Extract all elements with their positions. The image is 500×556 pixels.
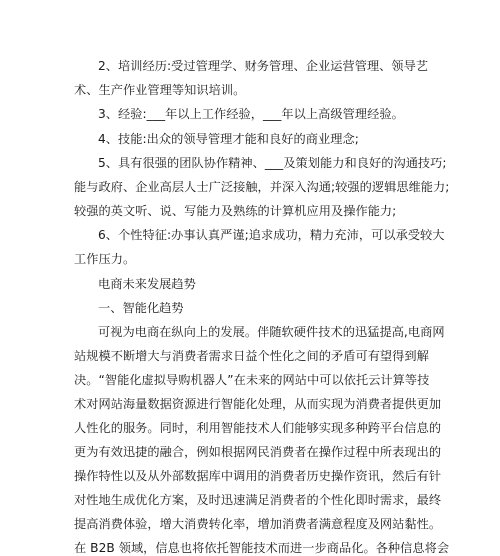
subsection-heading: 一、智能化趋势	[98, 301, 184, 315]
text-line: 人性化的服务。同时，利用智能技术人们能够实现多种跨平台信息的	[74, 421, 442, 435]
text-line: 能与政府、企业高层人士广泛接触，并深入沟通;较强的逻辑思维能力;	[74, 180, 450, 194]
section-heading: 电商未来发展趋势	[98, 277, 196, 291]
text-line: 较强的英文听、说、写能力及熟练的计算机应用及操作能力;	[74, 204, 397, 218]
text-line: 工作压力。	[74, 252, 136, 266]
text-line: 术、生产作业管理等知识培训。	[74, 83, 246, 97]
text-line: 对性地生成优化方案，及时迅速满足消费者的个性化即时需求，最终	[74, 493, 442, 507]
text-line: 3、经验:___年以上工作经验，___年以上高级管理经验。	[98, 107, 404, 121]
text-line: 4、技能:出众的领导管理才能和良好的商业理念;	[98, 132, 359, 146]
text-line: 5、具有很强的团队协作精神、___及策划能力和良好的沟通技巧;	[98, 156, 447, 170]
text-line: 2、培训经历:受过管理学、财务管理、企业运营管理、领导艺	[98, 59, 429, 73]
text-line: 站规模不断增大与消费者需求日益个性化之间的矛盾可有望得到解	[74, 349, 429, 363]
text-line: 在 B2B 领域，信息也将依托智能技术而进一步商品化。各种信息将会	[74, 541, 450, 555]
text-line: 可视为电商在纵向上的发展。伴随软硬件技术的迅猛提高,电商网	[98, 325, 445, 339]
text-line: 决。“智能化虚拟导购机器人”在未来的网站中可以依托云计算等技	[74, 373, 430, 387]
text-line: 术对网站海量数据资源进行智能化处理，从而实现为消费者提供更加	[74, 397, 442, 411]
text-line: 操作特性以及从外部数据库中调用的消费者历史操作资讯，然后有针	[74, 469, 442, 483]
text-line: 更为有效迅捷的融合，例如根据网民消费者在操作过程中所表现出的	[74, 445, 442, 459]
text-line: 提高消费体验，增大消费转化率，增加消费者满意程度及网站黏性。	[74, 517, 442, 531]
text-line: 6、个性特征:办事认真严谨;追求成功，精力充沛，可以承受较大	[98, 228, 445, 242]
